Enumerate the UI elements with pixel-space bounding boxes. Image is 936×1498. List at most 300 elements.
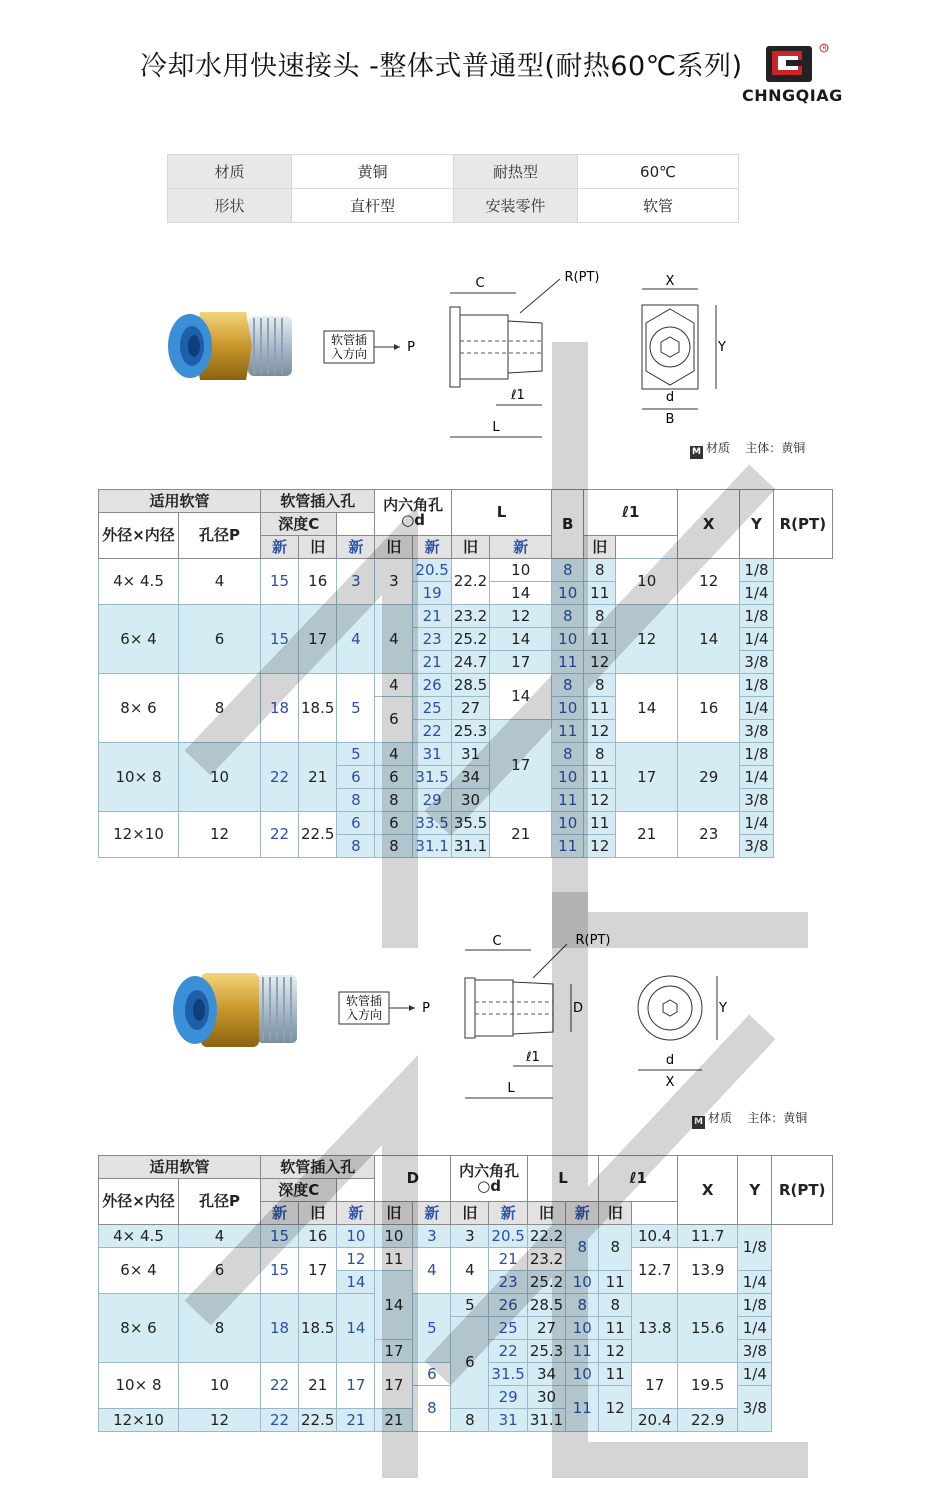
- table-cell: 12.7: [632, 1248, 678, 1294]
- table-cell: 34: [527, 1363, 565, 1386]
- table-cell: 10: [552, 697, 584, 720]
- table-cell: 旧: [375, 1202, 413, 1225]
- table-cell: 孔径P: [179, 1179, 261, 1225]
- table-cell: 8: [584, 559, 616, 582]
- table-cell: Y: [738, 1156, 772, 1225]
- table-cell: 旧: [599, 1202, 632, 1225]
- table-cell: 孔径P: [179, 513, 261, 559]
- table-cell: 6: [337, 812, 375, 835]
- table-cell: 1/4: [740, 582, 774, 605]
- product-photo-2: [165, 965, 305, 1055]
- table-cell: 25.3: [527, 1340, 565, 1363]
- text: 材质: [706, 441, 731, 455]
- table-cell: 14: [490, 674, 552, 720]
- table-cell: 12: [337, 1248, 375, 1271]
- logo-text: CHNGQIAG: [742, 86, 843, 105]
- table-cell: 3: [375, 559, 413, 605]
- table-cell: 15: [261, 1248, 299, 1294]
- table-cell: 11: [584, 812, 616, 835]
- table-cell: 31: [451, 743, 489, 766]
- table-cell: 17: [490, 651, 552, 674]
- table-cell: 18: [261, 1294, 299, 1363]
- table-cell: 27: [527, 1317, 565, 1340]
- table-2-header: [99, 1156, 833, 1225]
- dim-Y: Y: [719, 1001, 727, 1016]
- table-cell: 旧: [527, 1202, 565, 1225]
- dim-X: X: [665, 1075, 675, 1090]
- table-cell: 5: [337, 674, 375, 743]
- table-cell: 4: [337, 605, 375, 674]
- table-cell: 10× 8: [99, 743, 179, 812]
- text: 内六角孔: [383, 495, 444, 514]
- table-cell: 适用软管: [99, 490, 261, 513]
- table-cell: 3: [337, 559, 375, 605]
- table-cell: 22: [489, 1340, 527, 1363]
- table-cell: 31: [413, 743, 451, 766]
- table-row: [168, 189, 739, 223]
- table-cell: 8: [552, 743, 584, 766]
- table-cell: 26: [413, 674, 451, 697]
- table-cell: 旧: [451, 1202, 489, 1225]
- table-cell: 6: [179, 605, 261, 674]
- table-cell: 8: [584, 605, 616, 628]
- table-row: [168, 155, 739, 189]
- table-cell: 29: [678, 743, 740, 812]
- table-cell: 10: [375, 1225, 413, 1248]
- table-cell: 11: [599, 1317, 632, 1340]
- table-cell: 16: [678, 674, 740, 743]
- table-cell: 21: [616, 812, 678, 858]
- table-cell: 3/8: [738, 1386, 772, 1432]
- table-cell: 11: [566, 1386, 599, 1432]
- table-cell: 25: [413, 697, 451, 720]
- table-cell: 4: [179, 559, 261, 605]
- table-1-body: [99, 559, 833, 858]
- table-cell: 15.6: [678, 1294, 738, 1363]
- table-cell: 11: [584, 697, 616, 720]
- table-cell: 3/8: [740, 835, 774, 858]
- table-cell: 14: [490, 582, 552, 605]
- table-cell: 1/4: [738, 1271, 772, 1294]
- table-cell: 21: [489, 1248, 527, 1271]
- text: ○d: [477, 1176, 502, 1195]
- dim-l1: ℓ1: [511, 388, 525, 403]
- spec-key: 形状: [168, 189, 292, 223]
- table-cell: 旧: [584, 536, 616, 559]
- table-cell: 1/8: [740, 605, 774, 628]
- table-cell: 1/4: [738, 1317, 772, 1340]
- text: 主体：黄铜: [745, 441, 806, 455]
- table-cell: 11: [552, 789, 584, 812]
- material-note-1: [690, 439, 805, 459]
- table-cell: 12: [599, 1340, 632, 1363]
- table-cell: 12: [584, 789, 616, 812]
- table-cell: 16: [299, 1225, 337, 1248]
- table-cell: B: [552, 490, 584, 559]
- table-cell: 22.2: [527, 1225, 565, 1248]
- table-cell: 外径×内径: [99, 513, 179, 559]
- table-cell: 8: [599, 1225, 632, 1271]
- table-row: [99, 605, 833, 628]
- table-cell: 5: [337, 743, 375, 766]
- table-cell: 35.5: [451, 812, 489, 835]
- table-cell: 1/4: [740, 628, 774, 651]
- table-cell: 8× 6: [99, 674, 179, 743]
- table-cell: 23: [678, 812, 740, 858]
- table-cell: 22: [261, 1409, 299, 1432]
- table-cell: 11: [552, 720, 584, 743]
- text: 主体：黄铜: [747, 1111, 808, 1125]
- table-cell: 12: [599, 1386, 632, 1432]
- table-cell: 18: [261, 674, 299, 743]
- table-cell: 6: [375, 812, 413, 835]
- table-cell: 4: [375, 605, 413, 674]
- text: ○d: [401, 510, 426, 529]
- table-cell: 20.4: [632, 1409, 678, 1432]
- table-cell: 14: [490, 628, 552, 651]
- insert-dir-label-1: 软管插: [330, 333, 368, 347]
- table-row: [99, 1248, 833, 1271]
- table-cell: R(PT): [772, 1156, 833, 1225]
- table-cell: 11: [584, 582, 616, 605]
- table-cell: 17: [299, 1248, 337, 1294]
- table-cell: 旧: [299, 1202, 337, 1225]
- table-cell: 1/8: [740, 743, 774, 766]
- table-cell: 10: [552, 766, 584, 789]
- dim-d: d: [665, 1053, 675, 1068]
- material-mark: M: [690, 446, 703, 459]
- table-cell: 12×10: [99, 812, 179, 858]
- table-cell: 11: [599, 1363, 632, 1386]
- table-cell: 新: [413, 1202, 451, 1225]
- table-cell: 10: [337, 1225, 375, 1248]
- table-cell: 10× 8: [99, 1363, 179, 1409]
- table-cell: 8: [552, 674, 584, 697]
- table-cell: 8: [337, 835, 375, 858]
- table-cell: 6: [451, 1317, 489, 1409]
- dim-d: d: [665, 390, 675, 405]
- text: 内六角孔: [459, 1161, 520, 1180]
- table-section: [168, 155, 739, 223]
- dim-P: P: [407, 340, 415, 355]
- table-cell: 1/4: [738, 1363, 772, 1386]
- table-cell: 3/8: [740, 720, 774, 743]
- dim-C: C: [475, 276, 485, 291]
- table-cell: 14: [375, 1271, 413, 1340]
- table-cell: 8: [584, 674, 616, 697]
- table-cell: 21: [375, 1409, 413, 1432]
- table-cell: 软管插入孔: [261, 1156, 375, 1179]
- table-cell: R(PT): [773, 490, 832, 559]
- table-cell: 12: [584, 720, 616, 743]
- spec-key: 耐热型: [454, 155, 578, 189]
- table-cell: 旧: [299, 536, 337, 559]
- table-cell: 新: [337, 1202, 375, 1225]
- table-cell: 1/4: [740, 697, 774, 720]
- table-cell: 23.2: [527, 1248, 565, 1271]
- table-cell: 17: [632, 1363, 678, 1409]
- table-cell: 23: [489, 1271, 527, 1294]
- dim-L: L: [492, 420, 500, 435]
- table-cell: 31: [489, 1409, 527, 1432]
- table-cell: 6× 4: [99, 605, 179, 674]
- table-cell: 21: [490, 812, 552, 858]
- dim-X: X: [665, 274, 675, 289]
- table-cell: 14: [678, 605, 740, 674]
- dim-L: L: [507, 1081, 515, 1096]
- table-cell: 33.5: [413, 812, 451, 835]
- table-cell: 适用软管: [99, 1156, 261, 1179]
- table-cell: 8: [179, 1294, 261, 1363]
- table-cell: 22: [261, 812, 299, 858]
- table-row: [99, 1409, 833, 1432]
- table-cell: 22.2: [451, 559, 489, 605]
- table-cell: 1/8: [738, 1294, 772, 1317]
- table-cell: 27: [451, 697, 489, 720]
- table-cell: 19.5: [678, 1363, 738, 1409]
- table-cell: 10: [179, 743, 261, 812]
- spec-key: 安装零件: [454, 189, 578, 223]
- table-cell: 8: [375, 789, 413, 812]
- table-row: [99, 674, 833, 697]
- table-cell: 14: [337, 1271, 375, 1294]
- table-cell: 3/8: [740, 789, 774, 812]
- table-cell: 8: [337, 789, 375, 812]
- table-cell: 22.5: [299, 812, 337, 858]
- table-row: [99, 1156, 833, 1179]
- table-cell: 4: [375, 743, 413, 766]
- table-cell: 15: [261, 605, 299, 674]
- table-cell: 17: [616, 743, 678, 812]
- table-cell: 31.1: [527, 1409, 565, 1432]
- table-cell: 1/8: [740, 559, 774, 582]
- table-cell: 17: [375, 1363, 413, 1409]
- table-cell: 8: [552, 605, 584, 628]
- product-photo-1: [160, 300, 300, 390]
- table-cell: 10: [552, 582, 584, 605]
- table-cell: 11: [584, 766, 616, 789]
- table-cell: 新: [337, 536, 375, 559]
- table-cell: 21: [299, 743, 337, 812]
- table-cell: 10: [616, 559, 678, 605]
- table-cell: 20.5: [489, 1225, 527, 1248]
- table-row: [99, 743, 833, 766]
- table-cell: 29: [413, 789, 451, 812]
- table-cell: 13.8: [632, 1294, 678, 1363]
- table-row: [99, 1294, 833, 1317]
- dimension-table-1: [98, 489, 833, 858]
- table-cell: 11: [552, 835, 584, 858]
- material-mark: M: [692, 1116, 705, 1129]
- table-cell: 31.1: [413, 835, 451, 858]
- table-cell: 8: [552, 559, 584, 582]
- table-cell: 10: [552, 812, 584, 835]
- table-cell: 13.9: [678, 1248, 738, 1294]
- table-cell: 旧: [375, 536, 413, 559]
- table-cell: 31.5: [489, 1363, 527, 1386]
- table-row: [99, 490, 833, 513]
- table-cell: 6: [413, 1363, 451, 1386]
- table-cell: 26: [489, 1294, 527, 1317]
- table-cell: 19: [413, 582, 451, 605]
- table-cell: 12: [678, 559, 740, 605]
- insert-dir-label-2: 入方向: [345, 1008, 383, 1022]
- table-cell: 31.5: [413, 766, 451, 789]
- table-cell: 8: [451, 1409, 489, 1432]
- table-cell: 22: [413, 720, 451, 743]
- table-row: [99, 812, 833, 835]
- dim-D: D: [573, 1001, 584, 1016]
- table-cell: 8: [566, 1225, 599, 1271]
- table-cell: 8: [179, 674, 261, 743]
- table-cell: 4: [413, 1248, 451, 1294]
- spec-value: 60℃: [578, 155, 739, 189]
- table-cell: 30: [451, 789, 489, 812]
- table-cell: 8: [566, 1294, 599, 1317]
- dim-Y: Y: [718, 340, 726, 355]
- table-cell: 11: [552, 651, 584, 674]
- table-cell: 1/4: [740, 766, 774, 789]
- table-cell: 12: [616, 605, 678, 674]
- table-cell: 新: [413, 536, 451, 559]
- table-cell: 10: [566, 1271, 599, 1294]
- table-cell: 3/8: [740, 651, 774, 674]
- table-cell: 15: [261, 559, 299, 605]
- table-cell: 10: [490, 559, 552, 582]
- table-cell: 28.5: [451, 674, 489, 697]
- table-cell: 11: [375, 1248, 413, 1271]
- table-cell: 10: [566, 1363, 599, 1386]
- table-cell: 11: [599, 1271, 632, 1294]
- table-cell: 30: [527, 1386, 565, 1409]
- table-cell: 34: [451, 766, 489, 789]
- table-cell: 1/8: [740, 674, 774, 697]
- table-cell: 1/4: [740, 812, 774, 835]
- table-cell: 11: [566, 1340, 599, 1363]
- table-cell: 22.9: [678, 1409, 738, 1432]
- table-cell: 12: [179, 812, 261, 858]
- table-cell: 21: [299, 1363, 337, 1409]
- table-cell: ℓ1: [584, 490, 678, 536]
- table-2-body: [99, 1225, 833, 1432]
- table-cell: 25.3: [451, 720, 489, 743]
- table-cell: 10: [566, 1317, 599, 1340]
- table-cell: 22: [261, 1363, 299, 1409]
- table-cell: 12×10: [99, 1409, 179, 1432]
- table-cell: X: [678, 490, 740, 559]
- table-cell: 21: [413, 605, 451, 628]
- table-cell: 10: [552, 628, 584, 651]
- table-cell: 8: [413, 1386, 451, 1432]
- table-cell: 16: [299, 559, 337, 605]
- dim-C: C: [492, 934, 502, 949]
- table-cell: 25: [489, 1317, 527, 1340]
- table-cell: 8: [599, 1294, 632, 1317]
- spec-key: 材质: [168, 155, 292, 189]
- table-cell: 11.7: [678, 1225, 738, 1248]
- table-cell: 18.5: [299, 1294, 337, 1363]
- table-cell: 6: [179, 1248, 261, 1294]
- table-cell: 17: [299, 605, 337, 674]
- table-cell: 新: [489, 1202, 527, 1225]
- table-cell: 17: [490, 720, 552, 812]
- insert-dir-label-2: 入方向: [330, 347, 368, 361]
- table-cell: 10: [179, 1363, 261, 1409]
- table-cell: 3: [413, 1225, 451, 1248]
- text: 材质: [708, 1111, 733, 1125]
- table-cell: 28.5: [527, 1294, 565, 1317]
- table-cell: 3: [451, 1225, 489, 1248]
- table-cell: 新: [566, 1202, 599, 1225]
- table-cell: 5: [413, 1294, 451, 1363]
- table-cell: 深度C: [261, 1179, 337, 1202]
- dimension-drawing-1: [320, 265, 740, 445]
- dim-B: B: [665, 412, 675, 427]
- table-cell: L: [451, 490, 551, 536]
- table-cell: Y: [740, 490, 774, 559]
- table-cell: 23: [413, 628, 451, 651]
- insert-dir-label-1: 软管插: [345, 994, 383, 1008]
- spec-value: 黄铜: [292, 155, 454, 189]
- table-cell: 5: [451, 1294, 489, 1317]
- table-cell: 12: [490, 605, 552, 628]
- table-cell: 6× 4: [99, 1248, 179, 1294]
- table-cell: D: [375, 1156, 451, 1202]
- table-cell: 8: [584, 743, 616, 766]
- table-cell: 新: [261, 536, 299, 559]
- table-cell: 12: [584, 651, 616, 674]
- table-cell: 8: [375, 835, 413, 858]
- table-cell: 3/8: [738, 1340, 772, 1363]
- dim-R: R(PT): [575, 933, 611, 948]
- table-cell: 15: [261, 1225, 299, 1248]
- table-cell: 21: [413, 651, 451, 674]
- svg-text:R: R: [822, 45, 827, 52]
- table-cell: 11: [584, 628, 616, 651]
- dimension-table-2: [98, 1155, 833, 1432]
- material-note-2: [692, 1109, 807, 1129]
- table-cell: 12: [179, 1409, 261, 1432]
- table-cell: 17: [375, 1340, 413, 1363]
- table-cell: 23.2: [451, 605, 489, 628]
- table-cell: 12: [584, 835, 616, 858]
- spec-table: [167, 154, 739, 223]
- table-cell: 软管插入孔: [261, 490, 375, 513]
- table-cell: 14: [616, 674, 678, 743]
- table-cell: 18.5: [299, 674, 337, 743]
- table-cell: 新: [490, 536, 552, 559]
- table-cell: 新: [261, 1202, 299, 1225]
- table-cell: 31.1: [451, 835, 489, 858]
- table-cell: 4× 4.5: [99, 559, 179, 605]
- table-cell: 22.5: [299, 1409, 337, 1432]
- table-cell: X: [678, 1156, 738, 1225]
- table-cell: 14: [337, 1294, 375, 1363]
- dim-l1: ℓ1: [526, 1050, 540, 1065]
- table-cell: L: [527, 1156, 598, 1202]
- spec-value: 软管: [578, 189, 739, 223]
- table-cell: [451, 1156, 527, 1202]
- table-cell: 4: [451, 1248, 489, 1294]
- table-cell: 6: [375, 697, 413, 743]
- dim-R: R(PT): [564, 270, 600, 285]
- page-title: 冷却水用快速接头 -整体式普通型(耐热60℃系列): [140, 51, 743, 82]
- table-cell: 4: [375, 674, 413, 697]
- table-cell: 25.2: [451, 628, 489, 651]
- table-cell: 25.2: [527, 1271, 565, 1294]
- dim-P: P: [422, 1001, 430, 1016]
- table-cell: 1/8: [738, 1225, 772, 1271]
